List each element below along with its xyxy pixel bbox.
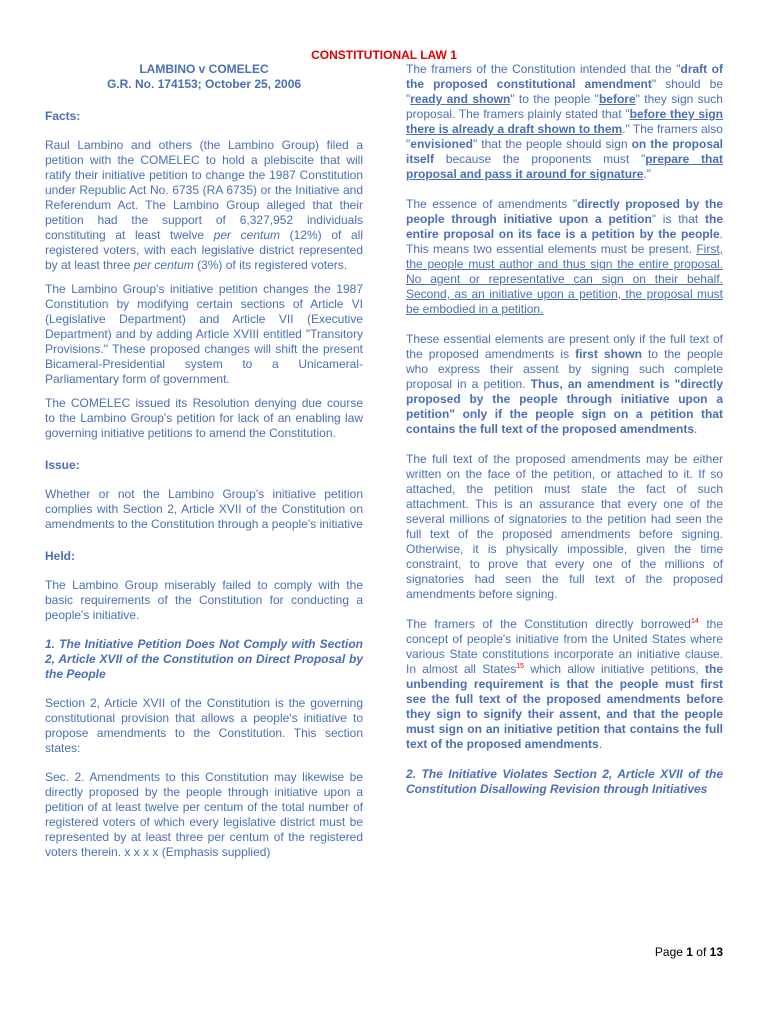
facts-paragraph-1: Raul Lambino and others (the Lambino Group) filed a petition with the COMELEC to hold a plebiscite that will ratify their initiative petition to change the 1987 Constitution under Republic Act No. 6735 (RA 6735) or the Initiative and Referendum Act. The Lambino Group alleged that their petition had the support of 6,327,952 individuals constituting at least twelve per centum (12%) of all registered voters, with each legislative district represented by at least three per centum (3%) of its registered voters. (45, 138, 363, 272)
essential-elements-paragraph: These essential elements are present only if the full text of the proposed amendments is first shown to the people who express their assent by signing such complete proposal in a petition. Thus, an amendment is "directly proposed by the people through initiative upon a petition" only if the people sign on a petition that contains the full text of the proposed amendments. (406, 332, 723, 436)
section-heading-1: 1. The Initiative Petition Does Not Comply with Section 2, Article XVII of the Constitution on Direct Proposal by the People (45, 637, 363, 681)
facts-paragraph-2: The Lambino Group's initiative petition changes the 1987 Constitution by modifying certain sections of Article VI (Legislative Department) and Article VII (Executive Department) and by adding Article XVIII entitled "Transitory Provisions." These proposed changes will shift the present Bicameral-Presidential system to a Unicameral-Parliamentary form of government. (45, 282, 363, 386)
left-column (45, 62, 363, 860)
right-column (406, 62, 723, 797)
essence-paragraph: The essence of amendments "directly proposed by the people through initiative upon a petition" is that the entire proposal on its face is a petition by the people. This means two essential elements must be present. First, the people must author and thus sign the entire proposal. No agent or representative can sign on their behalf. Second, as an initiative upon a petition, the proposal must be embodied in a petition. (406, 197, 723, 316)
framers-intent-paragraph: The framers of the Constitution intended that the "draft of the proposed constitutional amendment" should be "ready and shown" to the people "before" they sign such proposal. The framers plainly stated that "before they sign there is already a draft shown to them." The framers also "envisioned" that the people should sign on the proposal itself because the proponents must "prepare that proposal and pass it around for signature." (406, 62, 724, 181)
facts-paragraph-3: The COMELEC issued its Resolution denying due course to the Lambino Group's petition for lack of an enabling law governing initiative petitions to amend the Constitution. (45, 396, 363, 440)
section-2-quote: Sec. 2. Amendments to this Constitution may likewise be directly proposed by the people through initiative upon a petition of at least twelve per centum of the total number of registered voters of which every legislative district must be represented by at least three per centum of the registered voters therein. x x x x (Emphasis supplied) (45, 770, 363, 859)
section-heading-2: 2. The Initiative Violates Section 2, Article XVII of the Constitution Disallowing Revision through Initiatives (406, 767, 723, 796)
issue-paragraph: Whether or not the Lambino Group's initiative petition complies with Section 2, Article XVII of the Constitution on amendments to the Constitution through a people's initiative (45, 487, 363, 531)
us-borrowing-paragraph: The framers of the Constitution directly borrowed$^{14}$ the concept of people's initiative from the United States where various State constitutions incorporate an initiative clause. In almost all States$^{15}$ which allow initiative petitions, the unbending requirement is that the people must first see the full text of the proposed amendments before they sign to signify their assent, and that the people must sign on an initiative petition that contains the full text of the proposed amendments. (406, 617, 723, 751)
page-number: Page 1 of 13 (654, 945, 723, 959)
case-title: LAMBINO v COMELEC (139, 62, 269, 76)
footnote-ref-15[interactable]: 15 (516, 663, 525, 670)
held-heading: Held: (45, 549, 75, 563)
full-text-paragraph: The full text of the proposed amendments may be either written on the face of the petition, or attached to it. If so attached, the petition must state the fact of such attachment. This is an assurance that every one of the several millions of signatories to the petition had seen the full text of the proposed amendments before signing. Otherwise, it is physically impossible, given the time constraint, to prove that every one of the millions of signatories had seen the full text of the proposed amendments before signing. (406, 452, 723, 601)
document-header: CONSTITUTIONAL LAW 1 (311, 48, 457, 62)
footnote-ref-14[interactable]: 14 (690, 618, 699, 625)
section-2-paragraph: Section 2, Article XVII of the Constitution is the governing constitutional provision that allows a people's initiative to propose amendments to the Constitution. This section states: (45, 696, 363, 755)
issue-heading: Issue: (45, 458, 80, 472)
held-paragraph: The Lambino Group miserably failed to comply with the basic requirements of the Constitution for conducting a people's initiative. (45, 578, 363, 622)
case-reference: G.R. No. 174153; October 25, 2006 (106, 77, 302, 91)
facts-heading: Facts: (45, 109, 81, 123)
